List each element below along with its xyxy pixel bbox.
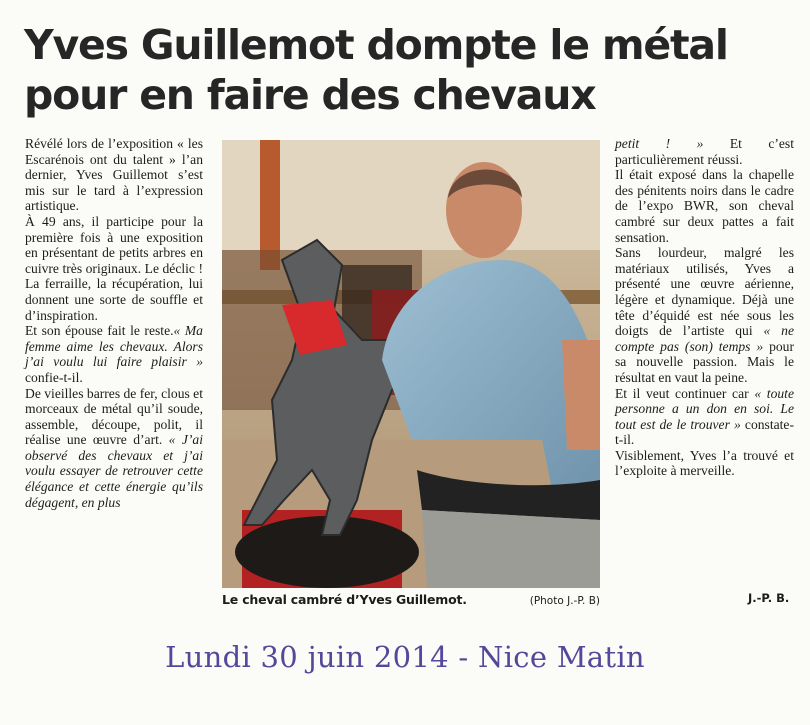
headline [24,20,794,120]
paragraph [25,386,203,511]
quote-text: « ne compte pas (son) temps » [615,323,794,354]
quote-text: « J’ai observé des chevaux et j’ai voulu essayer de retrouver cette élégance et cette énergie qu’ils dégagent, en plus [25,432,203,510]
paragraph-text: De vieilles barres de fer, clous et morceaux de métal qu’il soude, assemble, découpe, polit, il réalise une œuvre d’art. [25,385,203,448]
headline-line-2: pour en faire des chevaux [24,71,596,119]
paragraph-text: Et il veut continuer car [615,385,755,401]
paragraph [615,386,794,448]
article-column-right [615,136,794,479]
paragraph-text: pour sa nouvelle passion. Mais le résultat en vaut la peine. [615,338,794,385]
paragraph-text: Révélé lors de l’exposition « les Escarénois ont du talent » l’an dernier, Yves Guillemot s’est mis sur le tard à l’expression artistique. [25,136,203,214]
paragraph-text: Sans lourdeur, malgré les matériaux utilisés, Yves a présenté une œuvre aérienne, légère et dynamique. Déjà une tête d’équidé est née sous les doigts de l’artiste qui [615,245,794,339]
quote-text: « Ma femme aime les chevaux. Alors j’ai voulu lui faire plaisir » [25,323,203,370]
paragraph [615,136,794,167]
quote-text: petit ! » [615,136,704,151]
paragraph-text: confie-t-il. [25,369,83,385]
paragraph-text: À 49 ans, il participe pour la première fois à une exposition en présentant de petits arbres en cuivre très originaux. Le déclic ! La ferraille, la récupération, lui donnent une sorte de souffle et d’inspiration. [25,213,203,323]
paragraph [615,448,794,479]
paragraph-text: constate-t-il. [615,416,794,448]
article-photo [222,140,600,588]
paragraph [25,214,203,323]
paragraph [25,323,203,385]
photo-credit: (Photo J.-P. B) [529,595,600,607]
paragraph-text: Et son épouse fait le reste. [25,323,174,339]
photo-illustration [222,140,600,588]
caption-text: Le cheval cambré d’Yves Guillemot. [222,592,467,607]
paragraph-text: Et c’est particulièrement réussi. [615,136,794,167]
photo-caption [222,592,600,607]
publication-dateline: Lundi 30 juin 2014 - Nice Matin [165,640,645,674]
paragraph [25,136,203,214]
paragraph [615,245,794,385]
paragraph-text: Visiblement, Yves l’a trouvé et l’exploite à merveille. [615,447,794,479]
quote-text: « toute personne a un don en soi. Le tout est de le trouver » [615,385,794,432]
headline-line-1: Yves Guillemot dompte le métal [24,21,728,69]
article-column-left [25,136,203,510]
paragraph-text: Il était exposé dans la chapelle des pénitents noirs dans le cadre de l’expo BWR, son cheval cambré sur deux pattes a fait sensation. [615,167,794,245]
paragraph [615,167,794,245]
author-signature: J.-P. B. [748,591,790,605]
